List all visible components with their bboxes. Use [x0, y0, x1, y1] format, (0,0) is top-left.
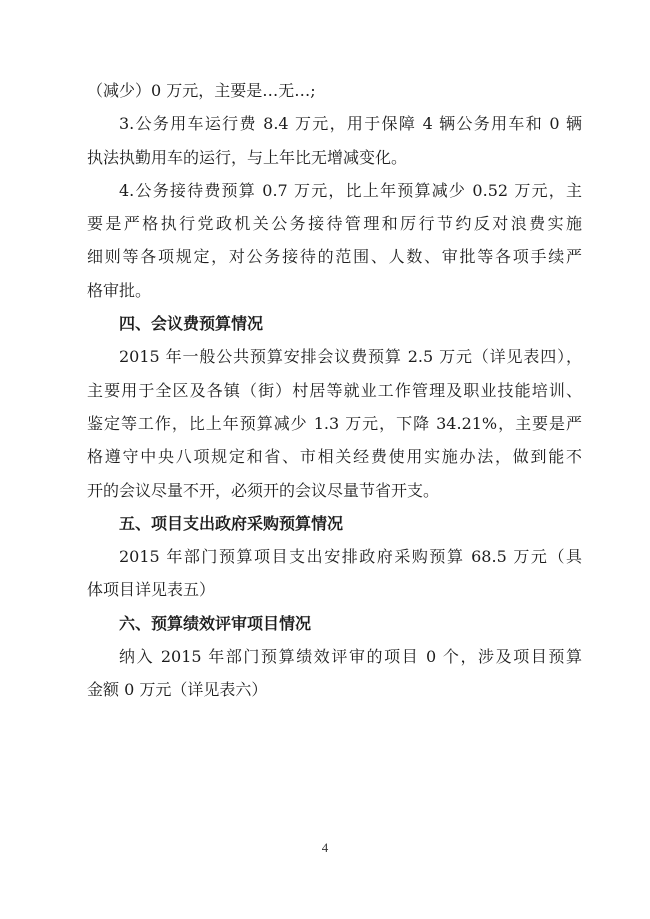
section-heading: 五、项目支出政府采购预算情况: [119, 513, 344, 533]
paragraph-line: 4.公务接待费预算 0.7 万元，比上年预算减少 0.52 万元，主: [119, 180, 582, 200]
paragraph-line: 主要用于全区及各镇（街）村居等就业工作管理及职业技能培训、: [87, 380, 582, 400]
paragraph-line: 鉴定等工作，比上年预算减少 1.3 万元，下降 34.21%，主要是严: [87, 413, 582, 433]
paragraph-line: 格遵守中央八项规定和省、市相关经费使用实施办法，做到能不: [87, 447, 582, 467]
paragraph-line: 要是严格执行党政机关公务接待管理和厉行节约反对浪费实施: [87, 214, 582, 234]
paragraph-line: 格审批。: [87, 280, 152, 300]
section-heading: 六、预算绩效评审项目情况: [119, 613, 312, 633]
paragraph-line: 开的会议尽量不开，必须开的会议尽量节省开支。: [87, 480, 440, 500]
paragraph-line: 3.公务用车运行费 8.4 万元，用于保障 4 辆公务用车和 0 辆: [119, 114, 582, 134]
paragraph-line: 2015 年一般公共预算安排会议费预算 2.5 万元（详见表四），: [119, 347, 582, 367]
paragraph-line: 执法执勤用车的运行，与上年比无增减变化。: [87, 147, 408, 167]
page-number: 4: [321, 840, 329, 855]
paragraph-line: 2015 年部门预算项目支出安排政府采购预算 68.5 万元（具: [119, 547, 582, 567]
section-heading: 四、会议费预算情况: [119, 314, 264, 334]
document-body: [87, 74, 582, 707]
paragraph-line: 细则等各项规定，对公务接待的范围、人数、审批等各项手续严: [87, 247, 582, 267]
paragraph-line: （减少）0 万元，主要是…无…;: [87, 81, 316, 100]
paragraph-line: 纳入 2015 年部门预算绩效评审的项目 0 个，涉及项目预算: [119, 647, 582, 667]
paragraph-line: 体项目详见表五）: [87, 580, 216, 600]
paragraph-line: 金额 0 万元（详见表六）: [87, 680, 268, 700]
